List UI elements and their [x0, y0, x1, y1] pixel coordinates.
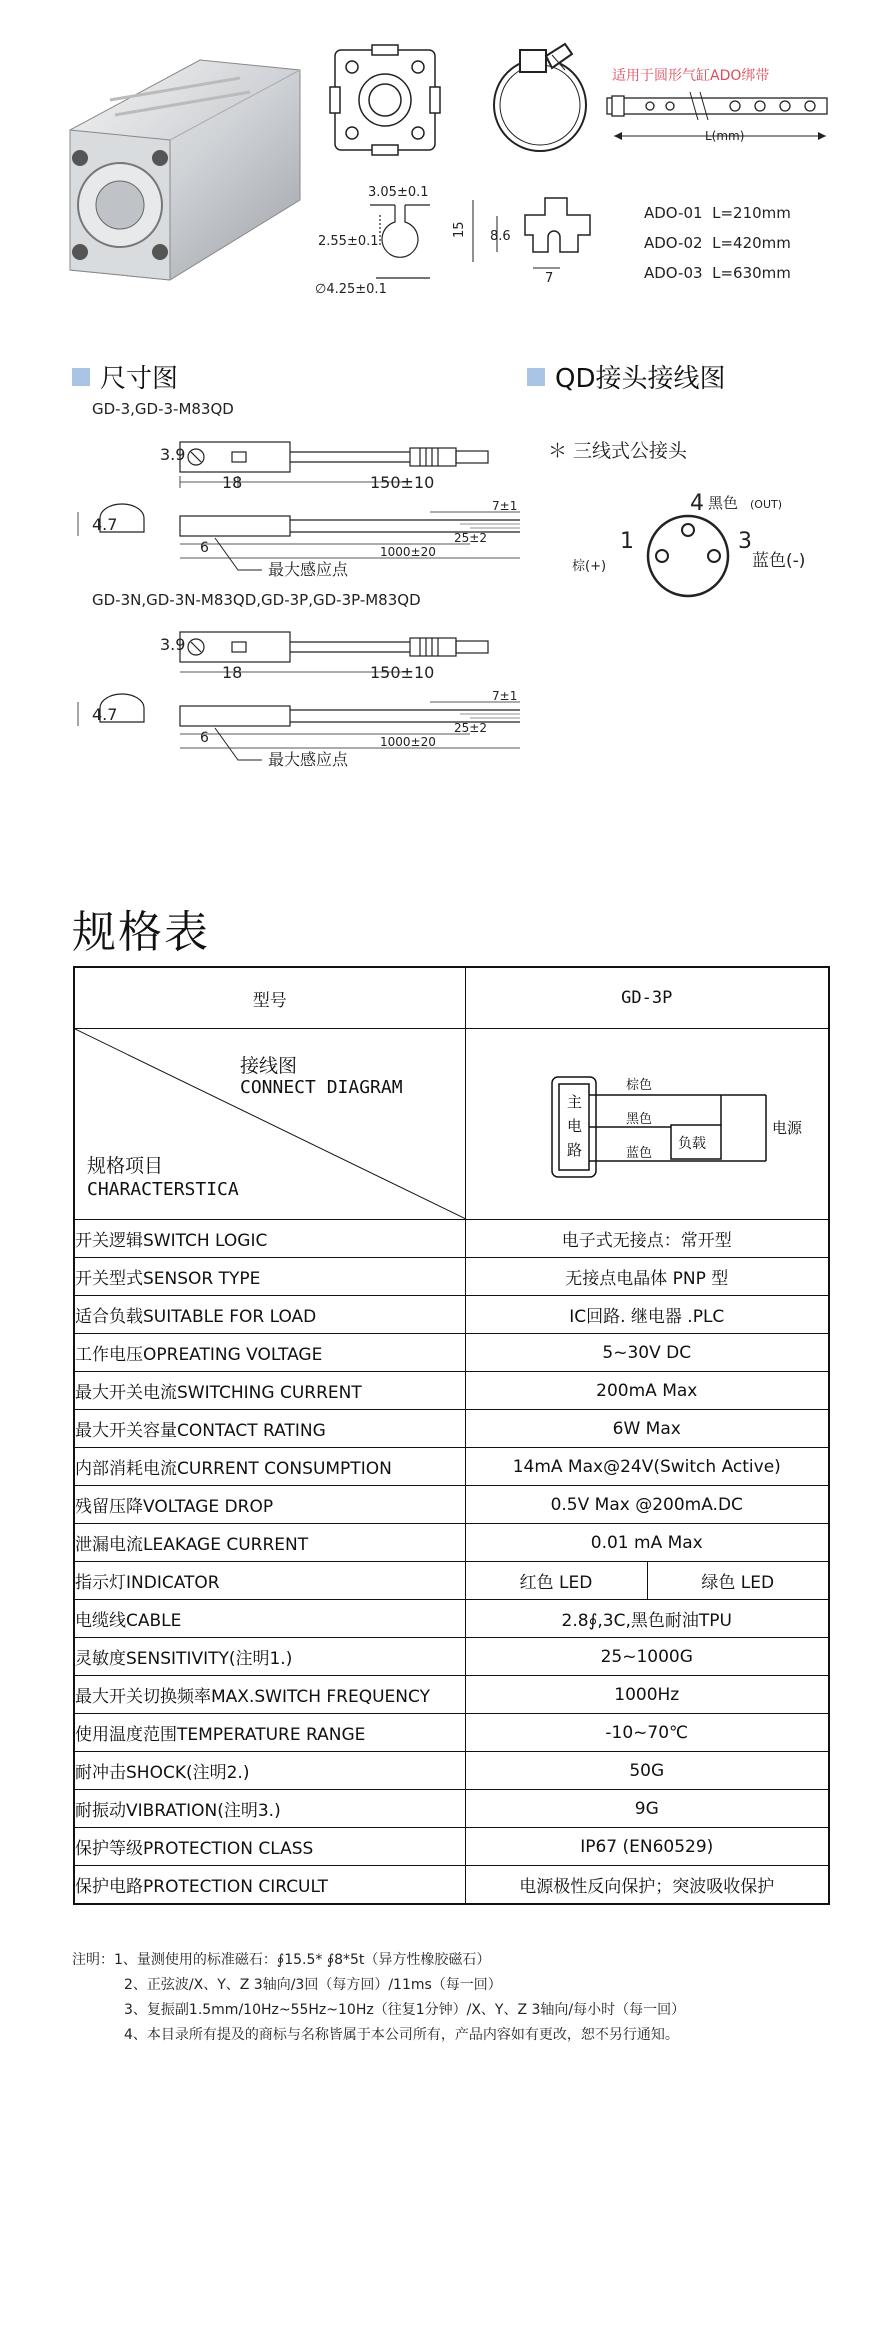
ado-length: L=420mm — [712, 234, 791, 252]
spec-label: 灵敏度SENSITIVITY(注明1.) — [74, 1638, 465, 1676]
sense-point-label: 最大感应点 — [268, 560, 349, 579]
model-value: GD-3P — [465, 967, 829, 1029]
spec-label: 工作电压OPREATING VOLTAGE — [74, 1334, 465, 1372]
spec-label: 内部消耗电流CURRENT CONSUMPTION — [74, 1448, 465, 1486]
ado-model-row — [644, 198, 791, 228]
spec-row — [74, 1714, 829, 1752]
dim-len25: 25±2 — [454, 531, 487, 545]
note-line: 4、本目录所有提及的商标与名称皆属于本公司所有，产品内容如有更改，恕不另行通知。 — [124, 2027, 679, 2043]
wire-blue-label: 蓝色 — [625, 1146, 652, 1161]
indicator-row — [74, 1562, 829, 1600]
note-line: 注明：1、量测使用的标准磁石：∮15.5* ∮8*5t（异方性橡胶磁石） — [72, 1952, 491, 1968]
dim-len6: 6 — [200, 540, 209, 556]
spec-value: 14mA Max@24V(Switch Active) — [465, 1448, 829, 1486]
diagram-row — [74, 1029, 829, 1220]
section-square-icon — [72, 368, 90, 386]
dim-len6: 6 — [200, 730, 209, 746]
cylinder-image — [70, 60, 300, 280]
ado-code: ADO-01 — [644, 204, 703, 222]
pin-3 — [708, 550, 720, 562]
pin4-number: 4 — [690, 491, 704, 516]
connector-outline — [648, 516, 728, 596]
ring-strap-drawing — [494, 44, 586, 151]
spec-row — [74, 1524, 829, 1562]
asterisk-icon: ＊ — [548, 440, 574, 462]
spec-row — [74, 1334, 829, 1372]
note-line: 2、正弦波/X、Y、Z 3轴向/3回（每方回）/11ms（每一回） — [124, 1977, 502, 1993]
indicator-label: 指示灯INDICATOR — [74, 1562, 465, 1600]
diagram-label-en: CONNECT DIAGRAM — [240, 1077, 403, 1098]
connect-diagram-cell — [465, 1029, 829, 1220]
spec-label: 最大开关切换频率MAX.SWITCH FREQUENCY — [74, 1676, 465, 1714]
spec-value: 25~1000G — [465, 1638, 829, 1676]
spec-row — [74, 1600, 829, 1638]
ado-code: ADO-03 — [644, 264, 703, 282]
slot-dim-dia: ∅4.25±0.1 — [315, 282, 387, 297]
spec-label: 适合负载SUITABLE FOR LOAD — [74, 1296, 465, 1334]
main-circuit-char-2: 电 — [566, 1117, 582, 1135]
spec-title: 规格表 — [72, 907, 210, 958]
spec-row — [74, 1486, 829, 1524]
spec-row — [74, 1410, 829, 1448]
note-line: 3、复振副1.5mm/10Hz~55Hz~10Hz（往复1分钟）/X、Y、Z 3轴向/每小时（每一回） — [124, 2002, 686, 2018]
spec-row — [74, 1448, 829, 1486]
spec-value: 6W Max — [465, 1410, 829, 1448]
spec-label: 开关逻辑SWITCH LOGIC — [74, 1220, 465, 1258]
main-circuit-char-1: 主 — [566, 1093, 582, 1111]
spec-value: 电源极性反向保护；突波吸收保护 — [465, 1866, 829, 1905]
wiring-title-text: 三线式公接头 — [573, 440, 688, 462]
wiring-title — [548, 436, 687, 463]
spec-row — [74, 1372, 829, 1410]
diagram-label-cn: 接线图 — [240, 1055, 298, 1077]
spec-label: 使用温度范围TEMPERATURE RANGE — [74, 1714, 465, 1752]
spec-row — [74, 1676, 829, 1714]
ado-code: ADO-02 — [644, 234, 703, 252]
wiring-section-title: QD接头接线图 — [555, 364, 726, 394]
clip-dim-h1: 15 — [452, 221, 467, 238]
spec-value: -10~70℃ — [465, 1714, 829, 1752]
connect-diagram — [466, 1029, 830, 1219]
spec-value: 无接点电晶体 PNP 型 — [465, 1258, 829, 1296]
dim-len150: 150±10 — [370, 663, 435, 682]
wire-black-label: 黑色 — [625, 1112, 652, 1127]
slot-profile-drawing — [370, 205, 430, 278]
dim-len7: 7±1 — [492, 499, 518, 513]
spec-label: 残留压降VOLTAGE DROP — [74, 1486, 465, 1524]
ado-model-row — [644, 258, 791, 288]
main-circuit-char-3: 路 — [566, 1141, 582, 1159]
dim-len18: 18 — [222, 663, 243, 682]
spec-label: 泄漏电流LEAKAGE CURRENT — [74, 1524, 465, 1562]
spec-row — [74, 1866, 829, 1905]
ado-model-list — [644, 198, 791, 288]
pin-4 — [682, 524, 694, 536]
spec-value: 5~30V DC — [465, 1334, 829, 1372]
spec-label: 最大开关容量CONTACT RATING — [74, 1410, 465, 1448]
spec-row — [74, 1220, 829, 1258]
slot-dim-top: 3.05±0.1 — [368, 185, 429, 200]
load-label: 负载 — [677, 1136, 706, 1152]
notes — [72, 1948, 685, 2048]
clip-dim-w: 7 — [545, 271, 554, 286]
ado-model-row — [644, 228, 791, 258]
dimension-drawing — [0, 420, 540, 790]
spec-label: 保护等级PROTECTION CLASS — [74, 1828, 465, 1866]
dim-len150: 150±10 — [370, 473, 435, 492]
indicator-green: 绿色 LED — [647, 1562, 829, 1600]
dim-len1000: 1000±20 — [380, 545, 436, 559]
dim-h: 3.9 — [160, 445, 186, 464]
dim-h: 3.9 — [160, 635, 186, 654]
dim-len7: 7±1 — [492, 689, 518, 703]
spec-label: 保护电路PROTECTION CIRCULT — [74, 1866, 465, 1905]
pin4-label: 黑色 — [708, 494, 739, 512]
spec-value: 2.8∮,3C,黑色耐油TPU — [465, 1600, 829, 1638]
wire-brown-label: 棕色 — [625, 1078, 652, 1093]
pin4-note: (OUT) — [750, 498, 783, 511]
spec-label: 耐振动VIBRATION(注明3.) — [74, 1790, 465, 1828]
diagram-header-cell — [74, 1029, 465, 1220]
spec-label: 电缆线CABLE — [74, 1600, 465, 1638]
dim-group2-title: GD-3N,GD-3N-M83QD,GD-3P,GD-3P-M83QD — [92, 591, 421, 609]
strap-length-label: L(mm) — [705, 129, 745, 143]
model-row — [74, 967, 829, 1029]
spec-value: 电子式无接点：常开型 — [465, 1220, 829, 1258]
dimension-section-header — [72, 358, 178, 395]
spec-value: 1000Hz — [465, 1676, 829, 1714]
spec-row — [74, 1790, 829, 1828]
sense-point-label: 最大感应点 — [268, 750, 349, 769]
dim-group1-title: GD-3,GD-3-M83QD — [92, 400, 234, 418]
slot-dim-side: 2.55±0.1 — [318, 234, 379, 249]
qd-pin-diagram — [540, 470, 880, 620]
dim-len18: 18 — [222, 473, 243, 492]
spec-value: 9G — [465, 1790, 829, 1828]
pin3-label: 蓝色(-) — [752, 551, 806, 571]
spec-row — [74, 1752, 829, 1790]
end-view-drawing — [330, 45, 440, 155]
indicator-red: 红色 LED — [465, 1562, 647, 1600]
model-label: 型号 — [74, 967, 465, 1029]
dim-h47: 4.7 — [92, 705, 118, 724]
dim-len25: 25±2 — [454, 721, 487, 735]
wiring-section-header — [527, 358, 726, 395]
item-label-cn: 规格项目 — [87, 1155, 164, 1177]
dimension-section-title: 尺寸图 — [100, 364, 179, 394]
clip-dim-h2: 8.6 — [490, 229, 511, 244]
section-square-icon — [527, 368, 545, 386]
pin3-number: 3 — [738, 529, 752, 554]
power-label: 电源 — [771, 1119, 802, 1137]
spec-value: 0.01 mA Max — [465, 1524, 829, 1562]
spec-row — [74, 1296, 829, 1334]
spec-value: 0.5V Max @200mA.DC — [465, 1486, 829, 1524]
ado-length: L=210mm — [712, 204, 791, 222]
spec-row — [74, 1828, 829, 1866]
item-label-en: CHARACTERSTICA — [87, 1179, 239, 1200]
pin-1 — [656, 550, 668, 562]
spec-label: 开关型式SENSOR TYPE — [74, 1258, 465, 1296]
spec-value: 50G — [465, 1752, 829, 1790]
pin1-label: 棕(+) — [572, 559, 607, 574]
ado-length: L=630mm — [712, 264, 791, 282]
spec-value: IC回路. 继电器 .PLC — [465, 1296, 829, 1334]
spec-table — [73, 966, 830, 1905]
spec-value: 200mA Max — [465, 1372, 829, 1410]
spec-value: IP67 (EN60529) — [465, 1828, 829, 1866]
dim-h47: 4.7 — [92, 515, 118, 534]
spec-row — [74, 1258, 829, 1296]
spec-label: 最大开关电流SWITCHING CURRENT — [74, 1372, 465, 1410]
dim-len1000: 1000±20 — [380, 735, 436, 749]
ado-title: 适用于圆形气缸ADO绑带 — [612, 68, 770, 84]
spec-row — [74, 1638, 829, 1676]
pin1-number: 1 — [620, 529, 634, 554]
spec-label: 耐冲击SHOCK(注明2.) — [74, 1752, 465, 1790]
